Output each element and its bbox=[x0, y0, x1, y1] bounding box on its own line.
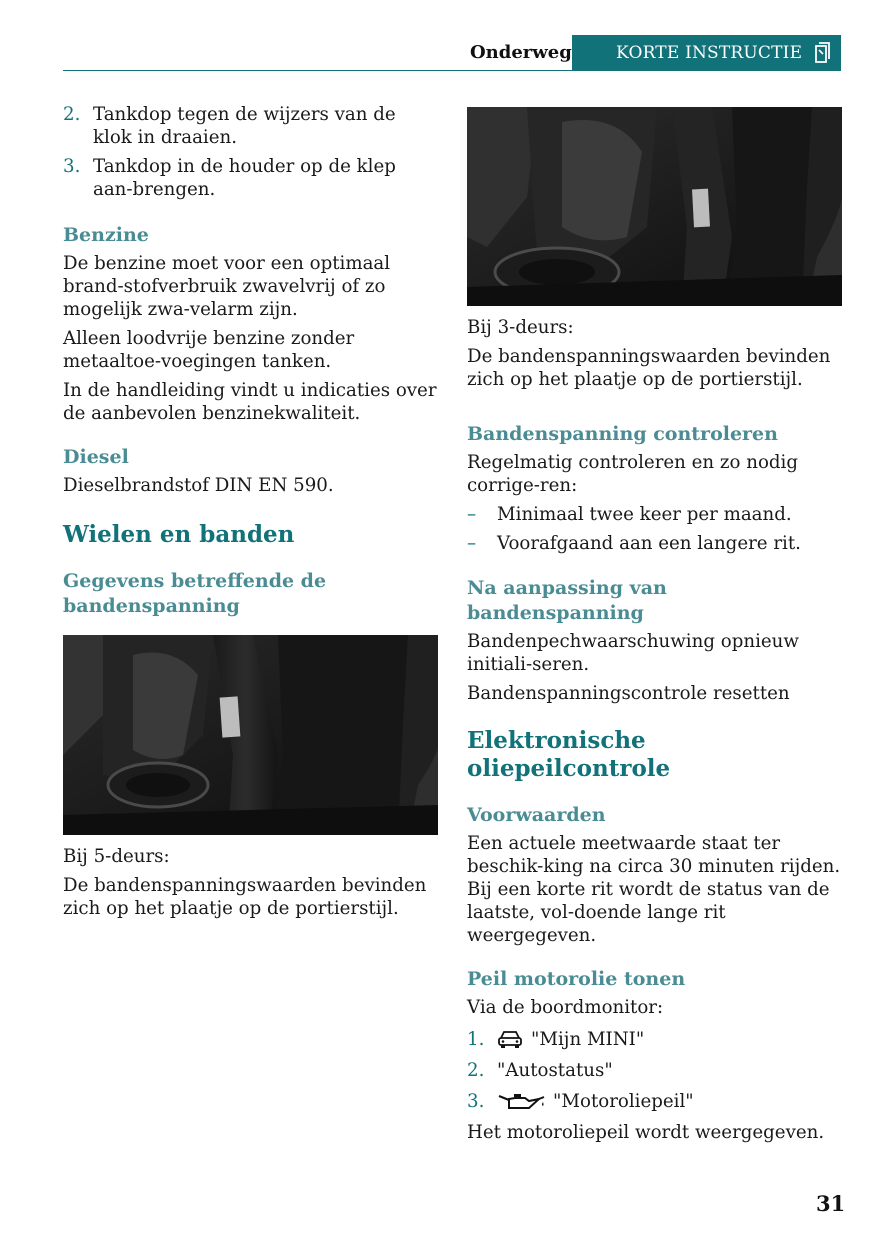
bullet-text: Minimaal twee keer per maand. bbox=[497, 504, 792, 525]
diesel-paragraph: Dieselbrandstof DIN EN 590. bbox=[63, 475, 334, 496]
tire-pressure-paragraph: De bandenspanningswaarden bevinden zich op het plaatje op de portierstijl. bbox=[63, 875, 427, 919]
after-adjust-heading: Na aanpassing van bandenspanning bbox=[467, 577, 667, 624]
car-door-pillar-photo bbox=[467, 107, 842, 306]
step-number: 1. bbox=[467, 1029, 485, 1050]
list-item bbox=[63, 103, 439, 149]
show-oil-intro: Via de boordmonitor: bbox=[467, 997, 664, 1018]
car-icon bbox=[497, 1029, 523, 1049]
conditions-heading: Voorwaarden bbox=[467, 804, 606, 826]
bullet-dash: – bbox=[467, 533, 477, 554]
list-item bbox=[467, 503, 843, 526]
refuel-steps bbox=[63, 103, 439, 201]
bullet-dash: – bbox=[467, 504, 477, 525]
header-divider bbox=[63, 70, 841, 71]
step-number: 3. bbox=[467, 1091, 485, 1112]
step-content bbox=[497, 1028, 644, 1051]
tire-pressure-paragraph: De bandenspanningswaarden bevinden zich op het plaatje op de portierstijl. bbox=[467, 346, 831, 390]
chapter-label: KORTE INSTRUCTIE bbox=[616, 42, 803, 63]
check-pressure-list bbox=[467, 503, 843, 555]
photo-caption: Bij 5-deurs: bbox=[63, 846, 170, 867]
step-text: "Motoroliepeil" bbox=[553, 1091, 694, 1112]
chapter-tab[interactable] bbox=[572, 35, 841, 70]
left-column bbox=[63, 103, 439, 920]
check-pressure-paragraph: Regelmatig controleren en zo nodig corrige-ren: bbox=[467, 452, 798, 496]
wheels-heading: Wielen en banden bbox=[63, 521, 295, 548]
oil-level-heading: Elektronische oliepeilcontrole bbox=[467, 727, 671, 782]
step-content bbox=[497, 1090, 694, 1113]
step-text: "Mijn MINI" bbox=[531, 1029, 645, 1050]
photo-caption: Bij 3-deurs: bbox=[467, 317, 574, 338]
step-text: Tankdop in de houder op de klep aan-brengen. bbox=[93, 156, 396, 200]
step-number: 2. bbox=[63, 104, 81, 125]
page-number: 31 bbox=[816, 1191, 846, 1216]
oil-menu-steps bbox=[467, 1028, 843, 1113]
list-item bbox=[63, 155, 439, 201]
benzine-paragraph: De benzine moet voor een optimaal brand-stofverbruik zwavelvrij of zo mogelijk zwa-velarm zijn. bbox=[63, 253, 391, 320]
list-item bbox=[467, 1090, 843, 1113]
list-item bbox=[467, 1059, 843, 1082]
right-column bbox=[467, 103, 843, 1144]
section-title: Onderweg bbox=[470, 42, 572, 63]
conditions-paragraph: Een actuele meetwaarde staat ter beschik-king na circa 30 minuten rijden. Bij een korte rit wordt de status van de laatste, vol-doende lange rit weergegeven. bbox=[467, 833, 841, 946]
step-number: 2. bbox=[467, 1060, 485, 1081]
after-adjust-paragraph: Bandenspanningscontrole resetten bbox=[467, 683, 790, 704]
car-door-pillar-photo bbox=[63, 635, 438, 835]
benzine-paragraph: Alleen loodvrije benzine zonder metaaltoe-voegingen tanken. bbox=[63, 328, 355, 372]
show-oil-heading: Peil motorolie tonen bbox=[467, 968, 686, 990]
step-text: "Autostatus" bbox=[497, 1060, 613, 1081]
benzine-heading: Benzine bbox=[63, 224, 149, 246]
oil-can-icon bbox=[497, 1091, 545, 1111]
step-number: 3. bbox=[63, 156, 81, 177]
bullet-text: Voorafgaand aan een langere rit. bbox=[497, 533, 801, 554]
benzine-paragraph: In de handleiding vindt u indicaties over de aanbevolen benzinekwaliteit. bbox=[63, 380, 437, 424]
check-pressure-heading: Bandenspanning controleren bbox=[467, 423, 778, 445]
tire-pressure-subheading: Gegevens betreffende de bandenspanning bbox=[63, 570, 327, 617]
oil-result-paragraph: Het motoroliepeil wordt weergegeven. bbox=[467, 1122, 825, 1143]
list-item bbox=[467, 1028, 843, 1051]
after-adjust-paragraph: Bandenpechwaarschuwing opnieuw initiali-seren. bbox=[467, 631, 799, 675]
diesel-heading: Diesel bbox=[63, 446, 129, 468]
step-text: Tankdop tegen de wijzers van de klok in draaien. bbox=[93, 104, 396, 148]
book-icon bbox=[813, 41, 833, 65]
list-item bbox=[467, 532, 843, 555]
